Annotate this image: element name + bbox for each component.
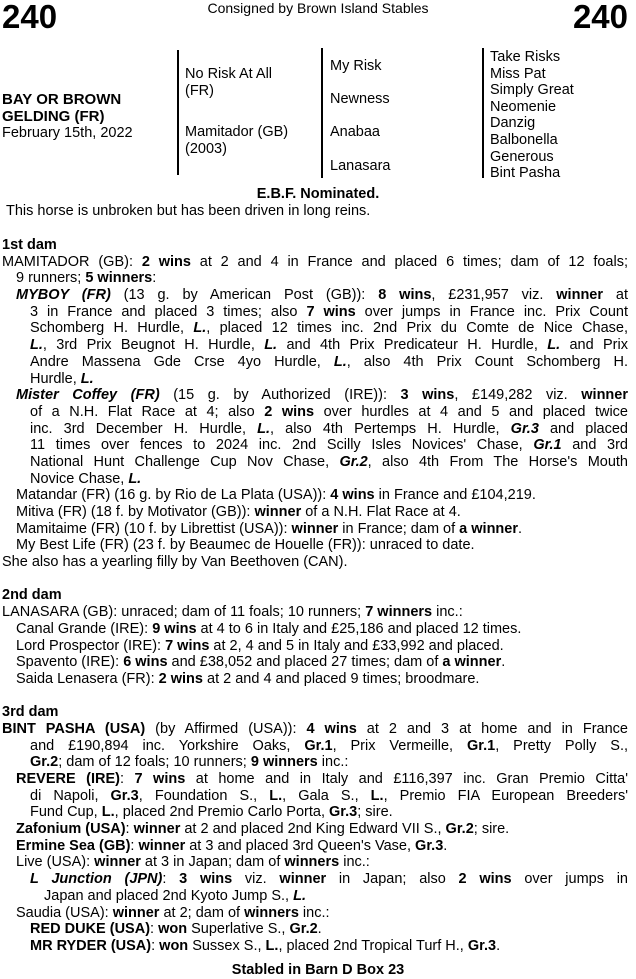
produce-my-best-life: My Best Life (FR) (23 f. by Beaumec de Houelle (FR)): unraced to date. <box>16 537 475 554</box>
gen4-2: Miss Pat <box>490 65 546 82</box>
third-dam-line: BINT PASHA (USA) (by Affirmed (USA)): 4 wins at 2 and 3 at home and in France <box>2 720 628 737</box>
produce-matandar: Matandar (FR) (16 g. by Rio de La Plata (USA)): 4 wins in France and £104,219. <box>16 487 536 504</box>
ebf-nomination: E.B.F. Nominated. <box>256 186 380 202</box>
dam-name: Mamitador (GB) <box>185 124 289 140</box>
gen4-3: Simply Great <box>490 82 574 99</box>
gen4-8: Bint Pasha <box>490 165 561 182</box>
produce-mitiva: Mitiva (FR) (18 f. by Motivator (GB)): winner of a N.H. Flat Race at 4. <box>16 504 461 520</box>
pedigree-fourth-generation <box>490 49 574 182</box>
section-third-dam: 3rd dam <box>2 704 59 721</box>
pedigree-divider-1 <box>177 50 179 175</box>
color-line: BAY OR BROWN <box>2 91 122 108</box>
pedigree-sire-sire: My Risk <box>330 58 382 74</box>
breaking-note: This horse is unbroken but has been driven in long reins. <box>6 203 371 219</box>
produce-mister-coffey: Mister Coffey (FR) (15 g. by Authorized (IRE)): 3 wins, £149,282 viz. winner <box>16 387 628 404</box>
horse-color-sex <box>2 91 121 125</box>
produce-mamitaime: Mamitaime (FR) (10 f. by Librettist (USA)): winner in France; dam of a winner. <box>16 520 523 537</box>
lot-number-left: 240 <box>2 0 58 35</box>
dam-line-cont: 9 runners; 5 winners: <box>16 270 157 287</box>
section-second-dam: 2nd dam <box>2 587 62 604</box>
produce-myboy: MYBOY (FR) (13 g. by American Post (GB)): 8 wins, £231,957 viz. winner at <box>16 287 628 304</box>
gen4-7: Generous <box>490 148 554 165</box>
lot-number-right: 240 <box>572 0 628 35</box>
foaling-date: February 15th, 2022 <box>2 125 133 141</box>
sex-line: GELDING (FR) <box>2 108 105 125</box>
sire-name: No Risk At All <box>185 66 273 82</box>
gen4-1: Take Risks <box>490 49 561 65</box>
dam-year: (2003) <box>185 141 227 157</box>
sire-country: (FR) <box>185 83 214 99</box>
gen4-6: Balbonella <box>490 131 558 148</box>
gen4-5: Danzig <box>490 115 536 132</box>
dam-line: MAMITADOR (GB): 2 wins at 2 and 4 in France and placed 6 times; dam of 12 foals; <box>2 253 628 270</box>
pedigree-divider-2 <box>321 48 323 178</box>
gen4-4: Neomenie <box>490 98 557 115</box>
pedigree-dam <box>185 124 288 158</box>
stabling-footer: Stabled in Barn D Box 23 <box>231 962 405 978</box>
consignor-line: Consigned by Brown Island Stables <box>207 0 429 16</box>
pedigree-divider-3 <box>482 48 484 178</box>
pedigree-sire <box>185 66 272 100</box>
catalogue-body: 1st dam MAMITADOR (GB): 2 wins at 2 and 4 in France and placed 6 times; dam of 12 foals; 9 runners; 5 winners: MYBOY (FR) (13 g. by American Post (GB)): 8 wins, £231,957 viz. winner at 3 in France and placed 3 times; also 7 wins over jumps in France inc. Prix Count Schomberg H. Hurdle, L., placed 12 times inc. 2nd Prix du Comte de Nice Chase, L., 3rd Prix Beugnot H. Hurdle, L. and 4th Prix Predicateur H. Hurdle, L. and Prix Andre Massena Gde Crse 4yo Hurdle, L., also 4th Prix Count Schomberg H. Hurdle, L. Mister Coffey (FR) (15 g. by Authorized (IRE)): 3 wins, £149,282 viz. winner of a N.H. Flat Race at 4; also 2 wins over hurdles at 4 and 5 and placed twice inc. 3rd December H. Hurdle, L., also 4th Pertemps H. Hurdle, Gr.3 and placed 11 times over fences to 2024 inc. 2nd Scilly Isles Novices' Chase, Gr.1 and 3rd National Hunt Challenge Cup Nov Chase, Gr.2, also 4th From The Horse's Mouth Novice Chase, L. Matandar (FR) (16 g. by Rio de La Plata (USA)): 4 wins in France and £104,219. Mitiva (FR) (18 f. by Motivator (GB)): winner of a N.H. Flat Race at 4. Mamitaime (FR) (10 f. by Librettist (USA)): winner in France; dam of a winner. My Best Life (FR) (23 f. by Beaumec de Houelle (FR)): unraced to date. She also has a yearling filly by Van Beethoven (CAN). 2nd dam LANASARA (GB): unraced; dam of 11 foals; 10 runners; 7 winners inc.: Canal Grande (IRE): 9 wins at 4 to 6 in Italy and £25,186 and placed 12 times. Lord Prospector (IRE): 7 wins at 2, 4 and 5 in Italy and £33,992 and placed. Spavento (IRE): 6 wins and £38,052 and placed 27 times; dam of a winner. Saida Lenasera (FR): 2 wins at 2 and 4 and placed 9 times; broodmare. 3rd dam BINT PASHA (USA) (by Affirmed (USA)): 4 wins at 2 and 3 at home and in France and £190,894 inc. Yorkshire Oaks, Gr.1, Prix Vermeille, Gr.1, Pretty Polly S., Gr.2; dam of 12 foals; 10 runners; 9 winners inc.: REVERE (IRE): 7 wins at home and in Italy and £116,397 inc. Gran Premio Citta' di Napoli, Gr.3, Foundation S., L., Gala S., L., Premio FIA European Breeders' Fund Cup, L., placed 2nd Premio Carlo Porta, Gr.3; sire. Zafonium (USA): winner at 2 and placed 2nd King Edward VII S., Gr.2; sire. Ermine Sea (GB): winner at 3 and placed 3rd Queen's Vase, Gr.3. Live (USA): winner at 3 in Japan; dam of winners inc.: L Junction (JPN): 3 wins viz. winner in Japan; also 2 wins over jumps in Japan and placed 2nd Kyoto Jump S., L. Saudia (USA): winner at 2; dam of winners inc.: RED DUKE (USA): won Superlative S., Gr.2. MR RYDER (USA): won Sussex S., L., placed 2nd Tropical Turf H., Gr.3. <box>2 237 629 954</box>
pedigree-dam-sire: Anabaa <box>330 124 380 140</box>
second-dam-line: LANASARA (GB): unraced; dam of 11 foals; 10 runners; 7 winners inc.: <box>2 604 463 621</box>
pedigree-sire-dam: Newness <box>330 91 390 107</box>
section-first-dam: 1st dam <box>2 237 57 253</box>
pedigree-dam-dam: Lanasara <box>330 158 391 174</box>
yearling-note: She also has a yearling filly by Van Beethoven (CAN). <box>2 554 348 571</box>
